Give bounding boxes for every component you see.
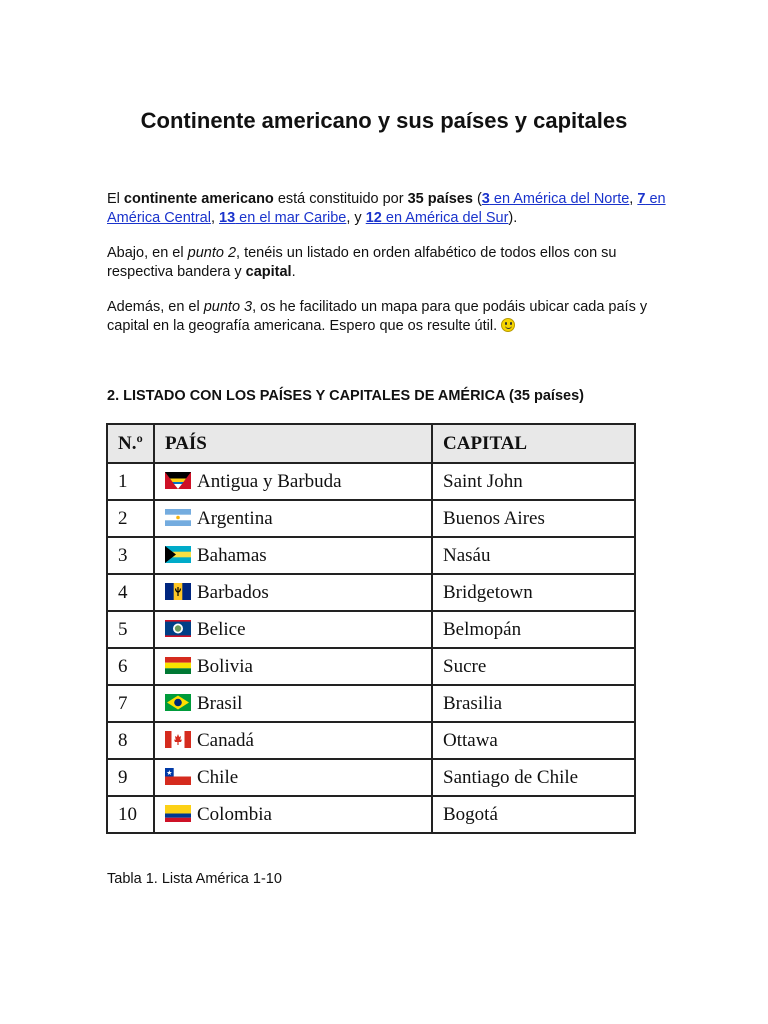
link-central-america[interactable]: 7 en América Central: [107, 191, 666, 226]
row-number: 5: [107, 611, 154, 648]
list-description-paragraph: Abajo, en el punto 2, tenéis un listado en orden alfabético de todos ellos con su respectiva bandera y capital.: [107, 245, 617, 280]
capital-cell: Santiago de Chile: [432, 759, 635, 796]
smiley-icon: [501, 318, 515, 332]
link-north-america[interactable]: 3 en América del Norte: [481, 191, 630, 207]
country-cell: Belice: [154, 611, 432, 648]
country-cell: Antigua y Barbuda: [154, 463, 432, 500]
row-number: 7: [107, 685, 154, 722]
barbados-flag-icon: [165, 583, 191, 600]
column-header-country: PAÍS: [154, 424, 432, 463]
table-row: [107, 685, 635, 722]
intro-paragraph: El continente americano está constituido por 35 países (3 en América del Norte, 7 en América Central, 13 en el mar Caribe, y 12 en América del Sur).: [107, 191, 666, 226]
table-header-row: [107, 424, 635, 463]
country-cell: Chile: [154, 759, 432, 796]
table-row: [107, 537, 635, 574]
capital-cell: Bogotá: [432, 796, 635, 833]
countries-table: [106, 423, 636, 834]
table-row: [107, 759, 635, 796]
capital-cell: Ottawa: [432, 722, 635, 759]
column-header-capital: CAPITAL: [432, 424, 635, 463]
country-cell: Canadá: [154, 722, 432, 759]
row-number: 3: [107, 537, 154, 574]
link-caribbean[interactable]: 13 en el mar Caribe: [219, 210, 347, 226]
bahamas-flag-icon: [165, 546, 191, 563]
table-row: [107, 500, 635, 537]
argentina-flag-icon: [165, 509, 191, 526]
chile-flag-icon: [165, 768, 191, 785]
bolivia-flag-icon: [165, 657, 191, 674]
column-header-number: N.º: [107, 424, 154, 463]
brazil-flag-icon: [165, 694, 191, 711]
row-number: 4: [107, 574, 154, 611]
table-row: [107, 463, 635, 500]
table-row: [107, 796, 635, 833]
row-number: 8: [107, 722, 154, 759]
country-cell: Argentina: [154, 500, 432, 537]
table-row: [107, 648, 635, 685]
country-cell: Brasil: [154, 685, 432, 722]
row-number: 2: [107, 500, 154, 537]
country-cell: Bahamas: [154, 537, 432, 574]
row-number: 1: [107, 463, 154, 500]
capital-cell: Belmopán: [432, 611, 635, 648]
colombia-flag-icon: [165, 805, 191, 822]
country-cell: Bolivia: [154, 648, 432, 685]
section-heading: 2. LISTADO CON LOS PAÍSES Y CAPITALES DE AMÉRICA (35 países): [107, 388, 584, 404]
page-title: Continente americano y sus países y capitales: [140, 108, 628, 133]
table-row: [107, 574, 635, 611]
capital-cell: Nasáu: [432, 537, 635, 574]
capital-cell: Sucre: [432, 648, 635, 685]
row-number: 10: [107, 796, 154, 833]
table-caption: Tabla 1. Lista América 1-10: [107, 871, 282, 887]
link-south-america[interactable]: 12 en América del Sur: [365, 210, 509, 226]
capital-cell: Brasilia: [432, 685, 635, 722]
row-number: 6: [107, 648, 154, 685]
row-number: 9: [107, 759, 154, 796]
antigua-flag-icon: [165, 472, 191, 489]
table-row: [107, 611, 635, 648]
capital-cell: Saint John: [432, 463, 635, 500]
canada-flag-icon: [165, 731, 191, 748]
capital-cell: Bridgetown: [432, 574, 635, 611]
belize-flag-icon: [165, 620, 191, 637]
country-cell: Barbados: [154, 574, 432, 611]
table-row: [107, 722, 635, 759]
capital-cell: Buenos Aires: [432, 500, 635, 537]
map-description-paragraph: Además, en el punto 3, os he facilitado un mapa para que podáis ubicar cada país y capital en la geografía americana. Espero que os resulte útil.: [107, 299, 648, 334]
country-cell: Colombia: [154, 796, 432, 833]
